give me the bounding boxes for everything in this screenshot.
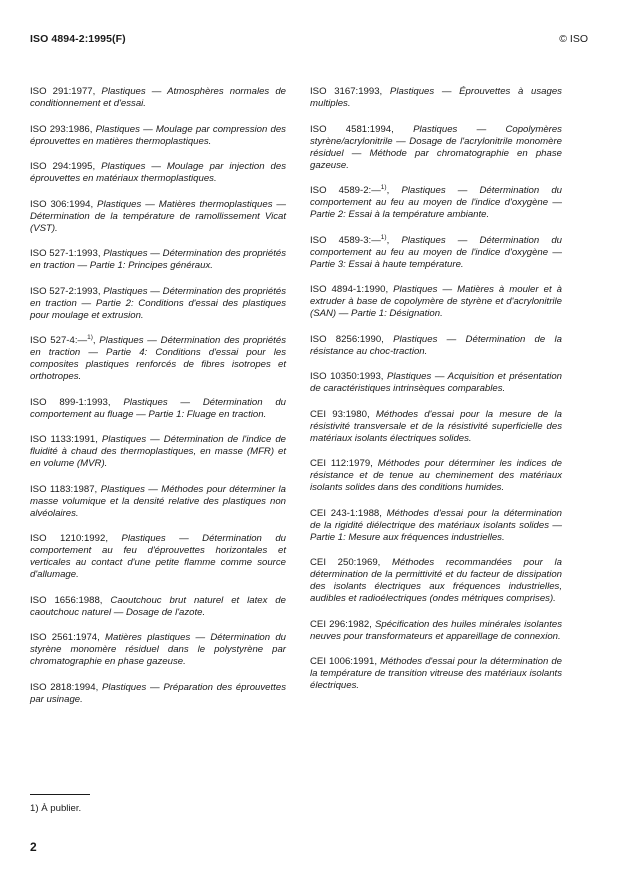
reference-entry: [310, 619, 562, 643]
reference-entry: [310, 656, 562, 692]
reference-title: Plastiques — Matières à mouler et à extruder à base de copolymère de styrène et d'acrylonitrile (SAN) — Partie 1: Désignation.: [310, 284, 562, 319]
reference-entry: [30, 335, 286, 383]
reference-number: ISO 4589-3:—: [310, 234, 381, 246]
reference-title: Méthodes d'essai pour la détermination de la rigidité diélectrique des matériaux isolants solides — Partie 1: Mesure aux fréquences industrielles.: [310, 507, 562, 543]
reference-number: ISO 4894-1:1990,: [310, 284, 389, 295]
reference-number: ISO 1133:1991,: [30, 434, 98, 445]
footnote-text: À publier.: [41, 803, 82, 814]
reference-number: ISO 2818:1994,: [30, 681, 99, 693]
reference-title: Plastiques — Détermination du comportement au feu d'éprouvettes horizontales et verticales au contact d'une petite flamme comme source d'allumage.: [30, 533, 286, 580]
footnote: [30, 803, 81, 814]
reference-entry: [30, 484, 286, 520]
reference-entry: [30, 124, 286, 148]
reference-entry: [30, 533, 286, 581]
reference-separator: ,: [386, 185, 390, 196]
reference-title: Plastiques — Détermination des propriétés en traction — Partie 4: Conditions d'essai pour les composites plastiques renforcés de fibres isotropes et orthotropes.: [30, 335, 286, 382]
reference-title: Plastiques — Matières thermoplastiques — Détermination de la température de ramollissement Vicat (VST).: [30, 198, 286, 234]
footnote-ref-marker: 1): [380, 233, 387, 241]
reference-number: ISO 306:1994,: [30, 198, 94, 210]
reference-title: Plastiques — Éprouvettes à usages multiples.: [310, 86, 562, 109]
reference-entry: [30, 397, 286, 421]
reference-number: CEI 243-1:1988,: [310, 507, 382, 519]
reference-title: Plastiques — Détermination des propriétés en traction — Partie 1: Principes généraux.: [30, 248, 287, 271]
reference-number: CEI 250:1969,: [310, 557, 381, 568]
reference-entry: [310, 235, 562, 271]
reference-number: ISO 291:1977,: [30, 86, 96, 97]
footnote-ref-marker: 1): [87, 333, 93, 341]
reference-entry: [310, 86, 562, 110]
reference-number: CEI 1006:1991,: [310, 656, 377, 667]
reference-title: Plastiques — Copolymères styrène/acrylonitrile — Dosage de l'acrylonitrile monomère résiduel — Méthode par chromatographie en phase gazeuse.: [310, 123, 562, 171]
reference-title: Plastiques — Méthodes pour déterminer la masse volumique et la densité relative des plastiques non alvéolaires.: [30, 483, 287, 519]
reference-number: ISO 3167:1993,: [310, 86, 383, 97]
reference-title: Spécification des huiles minérales isolantes neuves pour transformateurs et appareillage de connexion.: [310, 618, 562, 642]
reference-entry: [30, 682, 286, 706]
footnote-ref-marker: 1): [380, 183, 387, 191]
footnote-marker: 1): [30, 803, 39, 814]
reference-entry: [30, 199, 286, 235]
reference-title: Méthodes d'essai pour la mesure de la résistivité transversale et de la résistivité superficielle des matériaux isolants électriques solides.: [310, 408, 562, 444]
copyright-notice: © ISO: [559, 33, 588, 45]
reference-number: ISO 527-4:—: [30, 335, 88, 346]
reference-number: ISO 294:1995,: [30, 161, 96, 172]
reference-entry: [310, 124, 562, 172]
reference-entry: [30, 248, 286, 272]
reference-entry: [310, 334, 562, 358]
reference-number: ISO 2561:1974,: [30, 632, 100, 643]
references-right-column: [310, 86, 562, 706]
reference-number: ISO 1656:1988,: [30, 594, 103, 606]
reference-title: Plastiques — Atmosphères normales de conditionnement et d'essai.: [30, 86, 286, 109]
reference-title: Matières plastiques — Détermination du styrène monomère résiduel dans le polystyrène par chromatographie en phase gazeuse.: [30, 632, 286, 667]
reference-title: Caoutchouc brut naturel et latex de caoutchouc naturel — Dosage de l'azote.: [30, 594, 286, 618]
reference-title: Plastiques — Détermination de l'indice de fluidité à chaud des thermoplastiques, en masse (MFR) et en volume (MVR).: [30, 434, 286, 469]
reference-separator: ,: [92, 335, 96, 346]
reference-title: Méthodes recommandées pour la détermination de la permittivité et du facteur de dissipation des isolants électriques aux fréquences industrielles, audibles et radioélectriques (ondes métriques comprises).: [310, 557, 563, 604]
reference-entry: [310, 409, 562, 445]
references-left-column: [30, 86, 286, 719]
reference-entry: [310, 458, 562, 494]
reference-number: ISO 8256:1990,: [310, 333, 384, 345]
reference-entry: [310, 508, 562, 544]
reference-entry: [310, 371, 562, 395]
reference-number: ISO 527-2:1993,: [30, 285, 101, 297]
reference-number: ISO 4589-2:—: [310, 185, 381, 196]
reference-title: Méthodes d'essai pour la détermination de la température de transition vitreuse des matériaux isolants électriques.: [310, 656, 562, 691]
reference-number: ISO 1210:1992,: [30, 533, 108, 544]
reference-title: Plastiques — Détermination du comportement au feu au moyen de l'indice d'oxygène — Partie 2: Essai à la température ambiante.: [310, 185, 562, 220]
reference-title: Plastiques — Détermination du comportement au feu au moyen de l'indice d'oxygène — Partie 3: Essai à haute température.: [310, 234, 562, 270]
reference-entry: [30, 286, 286, 322]
footnote-divider: [30, 794, 90, 795]
reference-entry: [310, 557, 562, 605]
reference-number: ISO 10350:1993,: [310, 371, 384, 382]
reference-entry: [30, 595, 286, 619]
reference-title: Plastiques — Détermination des propriétés en traction — Partie 2: Conditions d'essai des plastiques pour moulage et extrusion.: [30, 285, 287, 321]
reference-number: ISO 4581:1994,: [310, 123, 394, 135]
reference-number: CEI 112:1979,: [310, 458, 373, 469]
reference-separator: ,: [386, 234, 390, 246]
reference-title: Plastiques — Acquisition et présentation de caractéristiques intrinsèques comparables.: [310, 371, 562, 394]
page-number: 2: [30, 840, 37, 854]
reference-number: CEI 93:1980,: [310, 408, 370, 420]
reference-entry: [30, 86, 286, 110]
reference-title: Méthodes pour déterminer les indices de résistance et de tenue au cheminement des matériaux isolants solides dans des conditions humides.: [310, 458, 562, 493]
reference-title: Plastiques — Détermination de la résistance au choc-traction.: [310, 333, 562, 357]
reference-number: ISO 899-1:1993,: [30, 396, 111, 408]
reference-number: ISO 527-1:1993,: [30, 248, 101, 259]
reference-number: ISO 1183:1987,: [30, 483, 98, 495]
reference-number: ISO 293:1986,: [30, 123, 93, 135]
reference-title: Plastiques — Moulage par compression des éprouvettes en matières thermoplastiques.: [30, 123, 286, 147]
reference-entry: [30, 434, 286, 470]
document-id: ISO 4894-2:1995(F): [30, 33, 126, 45]
reference-entry: [30, 161, 286, 185]
reference-entry: [310, 185, 562, 221]
reference-entry: [310, 284, 562, 320]
reference-title: Plastiques — Détermination du comportement au fluage — Partie 1: Fluage en traction.: [30, 396, 287, 420]
reference-number: CEI 296:1982,: [310, 618, 372, 630]
reference-title: Plastiques — Préparation des éprouvettes par usinage.: [30, 681, 286, 705]
reference-entry: [30, 632, 286, 668]
reference-title: Plastiques — Moulage par injection des éprouvettes en matériaux thermoplastiques.: [30, 161, 287, 184]
